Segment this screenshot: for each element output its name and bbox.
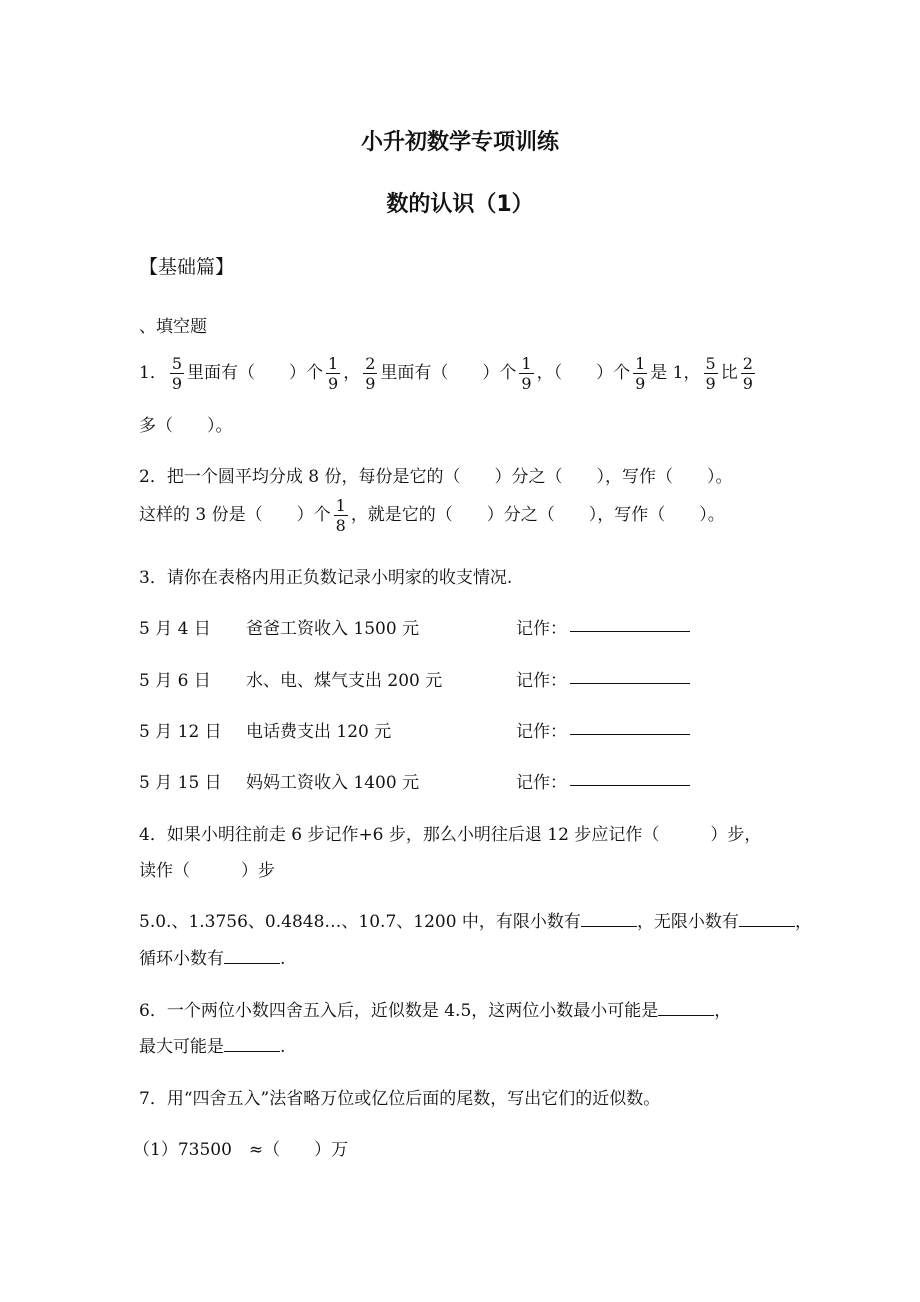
q6-line2 <box>139 1032 285 1057</box>
answer-blank[interactable] <box>570 615 690 632</box>
q3-row-date: 5 月 12 日 <box>139 722 222 742</box>
q5-line1 <box>139 907 812 932</box>
q6-text: 最大可能是 <box>139 1037 224 1057</box>
fraction <box>363 355 377 392</box>
q6-line1 <box>139 996 731 1021</box>
q5-text: . <box>280 949 286 969</box>
answer-blank[interactable] <box>570 718 690 735</box>
q3-row-label: 记作： <box>516 671 567 691</box>
part-heading: 、填空题 <box>139 317 207 337</box>
frac-denominator: 8 <box>335 516 346 535</box>
q1-text: 里面有（ ）个 <box>380 363 517 383</box>
fraction <box>326 355 340 392</box>
q2-text: 这样的 3 份是（ ）个 <box>139 505 331 525</box>
frac-denominator: 9 <box>328 374 339 393</box>
q1-text: ， <box>343 363 361 383</box>
frac-numerator: 2 <box>365 354 376 373</box>
q4-line1: 4．如果小明往前走 6 步记作+6 步，那么小明往后退 12 步应记作（ ）步， <box>139 825 762 845</box>
frac-denominator: 9 <box>365 374 376 393</box>
frac-denominator: 9 <box>705 374 716 393</box>
q5-text: 5.0.、1.3756、0.4848…、10.7、1200 中，有限小数有 <box>139 912 581 932</box>
frac-denominator: 9 <box>171 374 183 393</box>
fraction <box>741 355 755 392</box>
q6-text: ， <box>714 1001 732 1021</box>
q3-row-desc: 电话费支出 120 元 <box>246 722 392 742</box>
q1-text: 比 <box>720 363 738 383</box>
answer-blank[interactable] <box>224 1035 280 1052</box>
frac-denominator: 9 <box>521 374 532 393</box>
fraction <box>334 497 348 534</box>
q3-row-label: 记作： <box>516 773 567 793</box>
q3-row-date: 5 月 4 日 <box>139 619 211 639</box>
q5-text: ，无限小数有 <box>636 912 739 932</box>
q1-text: 是 1， <box>650 363 701 383</box>
frac-numerator: 1 <box>328 354 339 373</box>
q1-line2: 多（ ）。 <box>139 416 233 436</box>
q5-line2 <box>139 944 285 969</box>
frac-numerator: 2 <box>742 354 753 373</box>
answer-blank[interactable] <box>658 999 714 1016</box>
answer-blank[interactable] <box>581 910 637 927</box>
q2-line1: 2．把一个圆平均分成 8 份，每份是它的（ ）分之（ ），写作（ ）。 <box>139 467 733 487</box>
fraction <box>704 355 718 392</box>
page-title: 小升初数学专项训练 <box>360 130 559 155</box>
q7-sub1: （1）73500 ≈（ ）万 <box>133 1140 349 1160</box>
q2-line2 <box>139 497 725 534</box>
q1-text: 里面有（ ）个 <box>187 363 324 383</box>
answer-blank[interactable] <box>224 947 280 964</box>
frac-denominator: 9 <box>635 374 646 393</box>
q3-row-desc: 爸爸工资收入 1500 元 <box>246 619 420 639</box>
frac-numerator: 1 <box>335 496 346 515</box>
fraction <box>633 355 647 392</box>
q4-line2: 读作（ ）步 <box>139 861 275 881</box>
section-heading: 【基础篇】 <box>139 256 235 278</box>
q2-text: ，就是它的（ ）分之（ ），写作（ ）。 <box>350 505 725 525</box>
answer-blank[interactable] <box>739 910 795 927</box>
fraction <box>170 355 184 392</box>
q3-row-desc: 妈妈工资收入 1400 元 <box>246 773 420 793</box>
frac-numerator: 5 <box>171 354 183 373</box>
q3-line: 3．请你在表格内用正负数记录小明家的收支情况. <box>139 568 513 588</box>
frac-denominator: 9 <box>742 374 753 393</box>
q6-text: 6．一个两位小数四舍五入后，近似数是 4.5，这两位小数最小可能是 <box>139 1001 659 1021</box>
q6-text: . <box>280 1037 286 1057</box>
q3-row-desc: 水、电、煤气支出 200 元 <box>246 671 443 691</box>
answer-blank[interactable] <box>570 667 690 684</box>
q3-row-date: 5 月 15 日 <box>139 773 222 793</box>
q5-text: 循环小数有 <box>139 949 224 969</box>
q3-row-label: 记作： <box>516 619 567 639</box>
fraction <box>519 355 533 392</box>
q3-row-date: 5 月 6 日 <box>139 671 211 691</box>
q1-number: 1． <box>139 363 167 383</box>
q5-text: ， <box>794 912 812 932</box>
page-subtitle: 数的认识（1） <box>386 192 534 217</box>
frac-numerator: 1 <box>521 354 532 373</box>
q7-line: 7．用“四舍五入”法省略万位或亿位后面的尾数，写出它们的近似数。 <box>139 1089 661 1109</box>
q3-row-label: 记作： <box>516 722 567 742</box>
frac-numerator: 5 <box>705 354 716 373</box>
answer-blank[interactable] <box>570 769 690 786</box>
frac-numerator: 1 <box>635 354 646 373</box>
question-1 <box>139 355 758 392</box>
q1-text: ，（ ）个 <box>536 363 631 383</box>
